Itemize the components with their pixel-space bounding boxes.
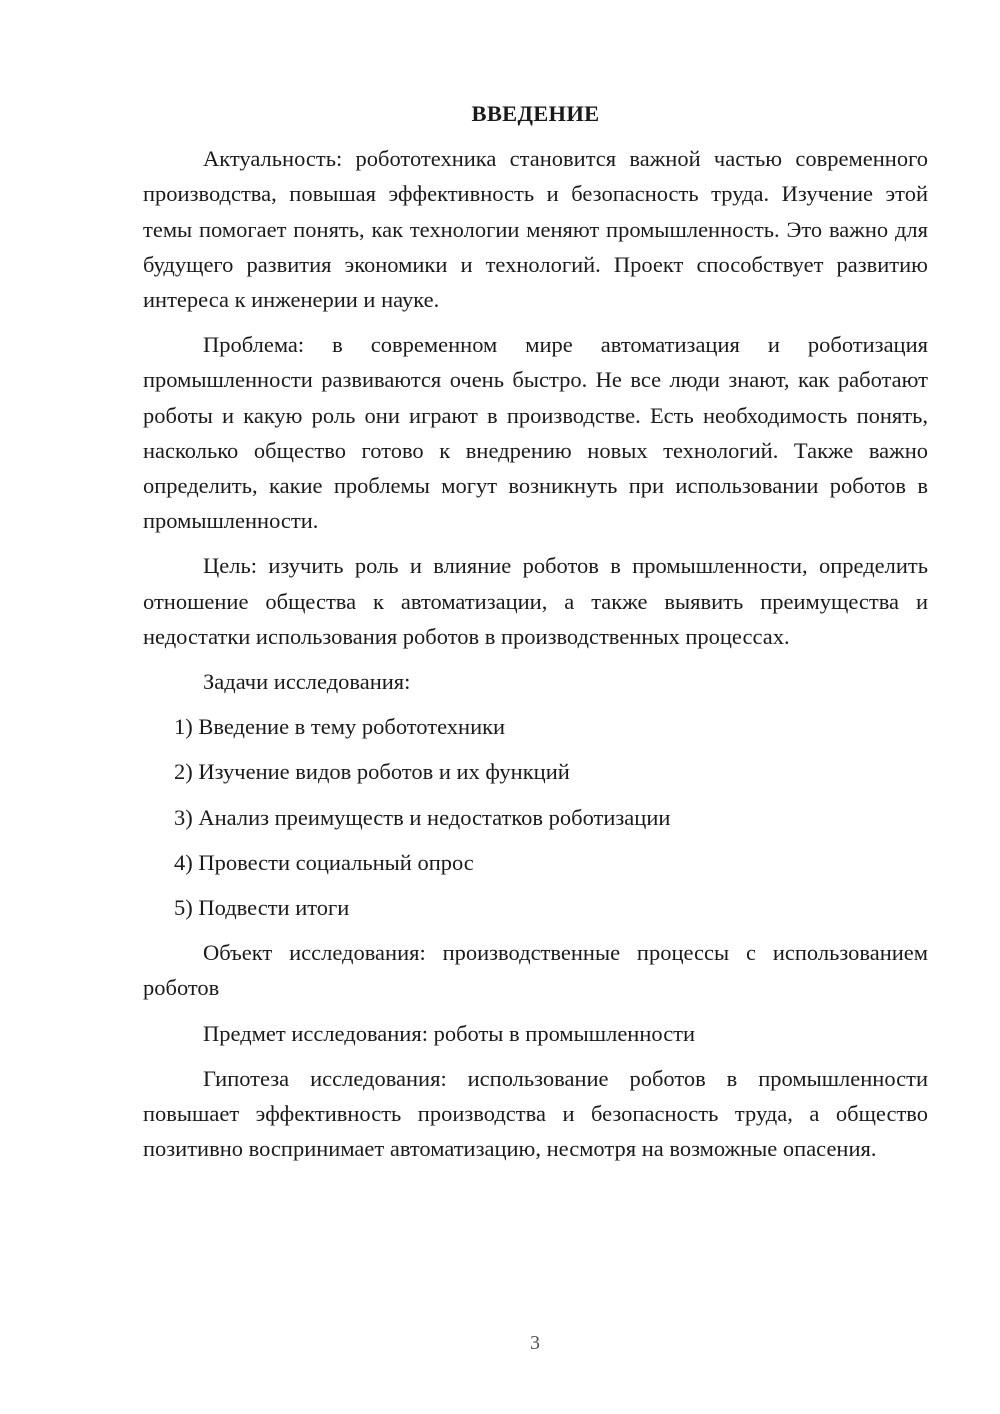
page-title: ВВЕДЕНИЕ [471,101,600,126]
document-page [143,96,928,1176]
list-item: 4) Провести социальный опрос [174,849,474,875]
problem-paragraph: Проблема: в современном мире автоматизация и роботизация промышленности развиваются очень быстро. Не все люди знают, как работают роботы и какую роль они играют в производстве. Есть необходимость понять, насколько общество готово к внедрению новых технологий. Также важно определить, какие проблемы могут возникнуть при использовании роботов в промышленности. [143,332,928,534]
page-number: 3 [530,1332,540,1354]
tasks-list [143,709,928,925]
list-item: 3) Анализ преимуществ и недостатков роботизации [174,804,671,830]
list-item: 2) Изучение видов роботов и их функций [174,759,570,785]
goal-paragraph: Цель: изучить роль и влияние роботов в промышленности, определить отношение общества к автоматизации, а также выявить преимущества и недостатки использования роботов в производственных процессах. [143,553,928,649]
hypothesis-paragraph: Гипотеза исследования: использование роботов в промышленности повышает эффективность производства и безопасность труда, а общество позитивно воспринимает автоматизацию, несмотря на возможные опасения. [143,1065,928,1162]
tasks-heading: Задачи исследования: [203,669,411,695]
object-paragraph: Объект исследования: производственные процессы с использованием роботов [143,940,928,1001]
subject-paragraph: Предмет исследования: роботы в промышленности [203,1020,696,1046]
relevance-paragraph: Актуальность: робототехника становится важной частью современного производства, повышая эффективность и безопасность труда. Изучение этой темы помогает понять, как технологии меняют промышленность. Это важно для будущего развития экономики и технологий. Проект способствует развитию интереса к инженерии и науке. [143,146,928,313]
list-item: 5) Подвести итоги [174,895,350,921]
list-item: 1) Введение в тему робототехники [174,714,506,740]
